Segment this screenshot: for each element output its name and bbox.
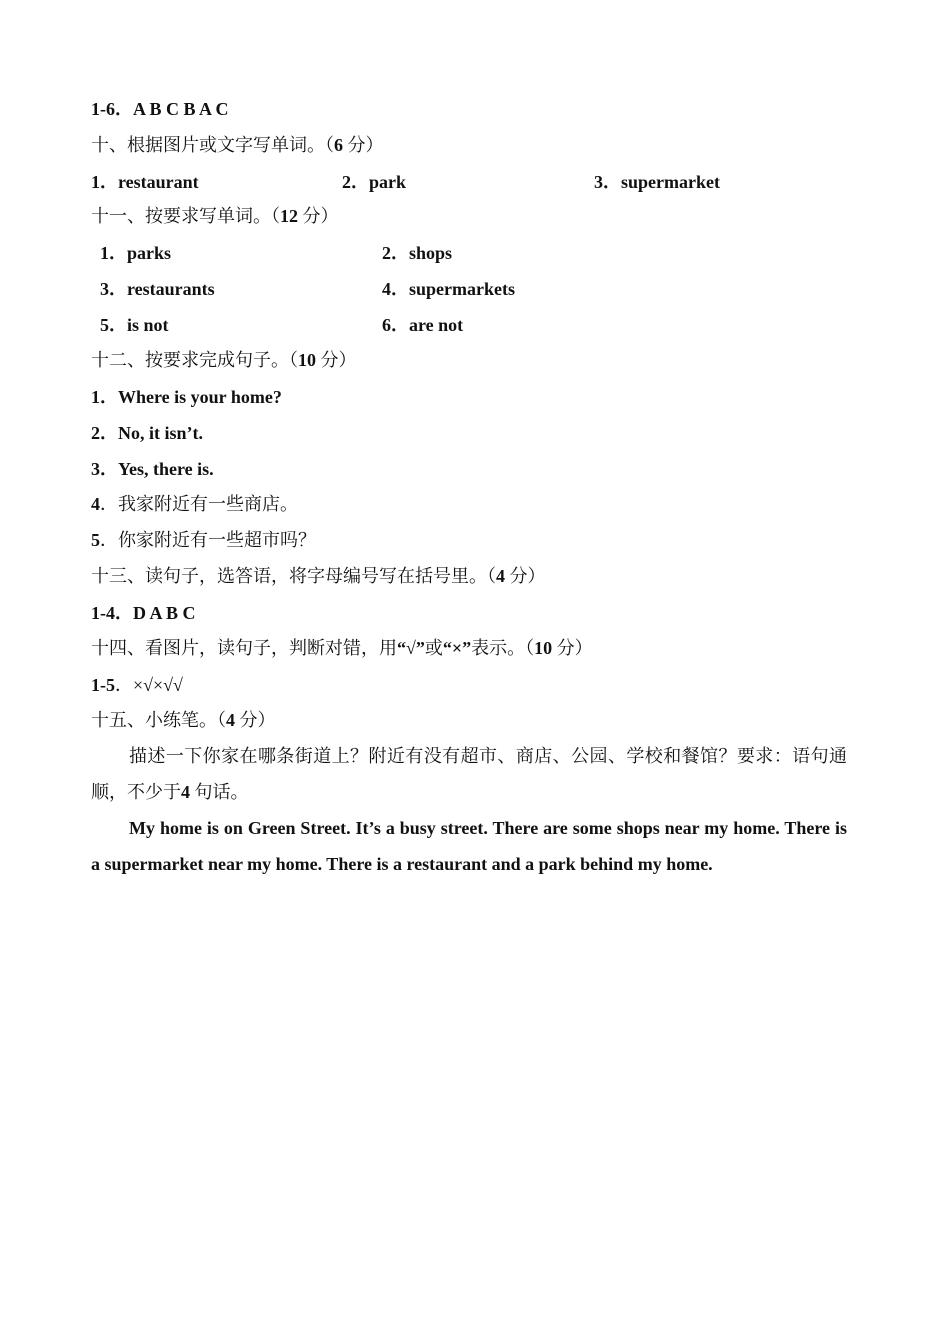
section-15-heading: 十五、小练笔。（4 分）	[91, 710, 276, 730]
section-12-answer-3: 3．Yes, there is.	[91, 459, 214, 479]
section-15-prompt: 描述一下你家在哪条街道上？附近有没有超市、商店、公园、学校和餐馆？要求：语句通顺，不少于4 句话。	[91, 746, 847, 802]
section-11-answer-2: 2．shops	[382, 243, 453, 263]
section-11-answer-6: 6．are not	[382, 315, 464, 335]
section-10-answer-1: 1．restaurant	[91, 172, 199, 192]
section-12-answer-5: 5．你家附近有一些超市吗？	[91, 530, 316, 550]
section-13-answer: 1-4．D A B C	[91, 603, 196, 623]
section-12-answer-2: 2．No, it isn’t.	[91, 423, 203, 443]
section-15-model-answer: My home is on Green Street. It’s a busy street. There are some shops near my home. There is a supermarket near my home. There is a restaurant and a park behind my home.	[91, 818, 847, 874]
section-11-answer-5: 5．is not	[100, 315, 169, 335]
section-11-heading: 十一、按要求写单词。（12 分）	[91, 206, 339, 226]
section-12-answer-4: 4．我家附近有一些商店。	[91, 494, 298, 514]
section-11-answer-4: 4．supermarkets	[382, 279, 515, 299]
section-10-answer-3: 3．supermarket	[594, 172, 720, 192]
section-14-heading: 十四、看图片，读句子，判断对错，用“√”或“×”表示。（10 分）	[91, 638, 593, 658]
section-11-answer-1: 1．parks	[100, 243, 172, 263]
section-12-answer-1: 1．Where is your home?	[91, 387, 282, 407]
section-13-heading: 十三、读句子，选答语，将字母编号写在括号里。（4 分）	[91, 566, 546, 586]
section-11-answer-3: 3．restaurants	[100, 279, 215, 299]
section-12-heading: 十二、按要求完成句子。（10 分）	[91, 350, 357, 370]
section-10-heading: 十、根据图片或文字写单词。（6 分）	[91, 135, 384, 155]
section-10-answer-2: 2．park	[342, 172, 407, 192]
answer-1-6: 1-6．A B C B A C	[91, 99, 229, 119]
section-14-answer: 1-5．×√×√√	[91, 675, 183, 695]
